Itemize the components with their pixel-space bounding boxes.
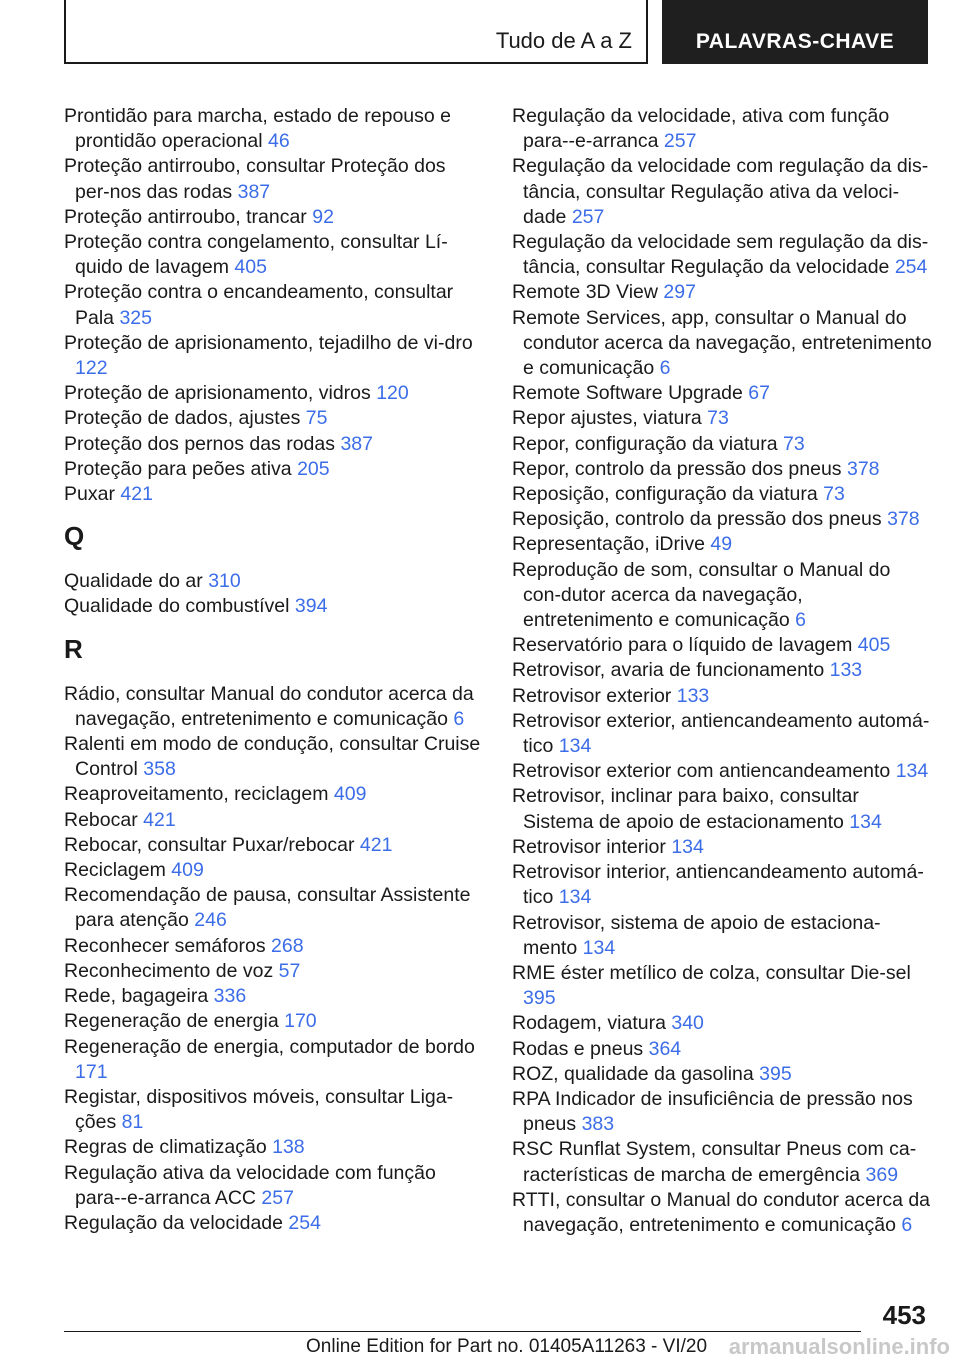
page-reference-link[interactable]: 81 (121, 1111, 144, 1134)
index-entry (512, 432, 932, 457)
index-term: Reservatório para o líquido de lavagem (512, 634, 853, 657)
index-entry (512, 457, 932, 482)
watermark: armanualsonline.info (728, 1334, 950, 1359)
index-term: RTTI, consultar o Manual do condutor acerca da navegação, entretenimento e comunicação (512, 1188, 931, 1236)
page-reference-link[interactable]: 387 (237, 180, 271, 203)
footer-divider (64, 1331, 861, 1332)
index-term: RPA Indicador de insuficiência de pressão nos pneus (512, 1087, 913, 1136)
index-term: Reaproveitamento, reciclagem (64, 783, 329, 806)
page-reference-link[interactable]: 364 (648, 1037, 682, 1060)
index-term: Proteção para peões ativa (64, 457, 292, 480)
page-reference-link[interactable]: 92 (312, 205, 334, 228)
index-entry (64, 381, 482, 406)
index-entry (64, 732, 482, 782)
index-term: Repor, controlo da pressão dos pneus (512, 457, 842, 480)
index-column-left (64, 104, 482, 1236)
index-term: Regeneração de energia, computador de bordo (64, 1035, 475, 1058)
page-reference-link[interactable]: 358 (143, 758, 176, 781)
index-term: Qualidade do combustível (64, 595, 290, 618)
index-entry (512, 633, 932, 658)
index-entry (512, 1011, 932, 1036)
index-column-right (512, 104, 932, 1238)
index-term: Retrovisor exterior com antiencandeamento (512, 760, 891, 783)
chapter-tab-label: PALAVRAS-CHAVE (695, 30, 895, 53)
page-reference-link[interactable]: 57 (278, 959, 301, 982)
index-entry (64, 682, 482, 732)
index-term: Retrovisor exterior, antiencandeamento automá-tico (512, 709, 930, 758)
index-term: Reposição, configuração da viatura (512, 483, 818, 506)
index-term: Repor, configuração da viatura (512, 432, 778, 455)
page-reference-link[interactable]: 387 (340, 432, 373, 455)
index-term: Regeneração de energia (64, 1010, 279, 1033)
page-reference-link[interactable]: 297 (663, 281, 696, 304)
page-reference-link[interactable]: 49 (710, 533, 733, 556)
page-reference-link[interactable]: 122 (75, 357, 108, 380)
index-term: Reconhecimento de voz (64, 959, 274, 982)
page-reference-link[interactable]: 254 (894, 256, 928, 279)
index-term: Rebocar (64, 808, 138, 831)
page-reference-link[interactable]: 421 (359, 833, 393, 856)
page-reference-link[interactable]: 421 (120, 483, 153, 506)
index-entry (64, 230, 482, 280)
index-term: Regulação da velocidade, ativa com função para--e-arranca (512, 105, 890, 153)
index-term: Reciclagem (64, 859, 166, 882)
index-entry (512, 482, 932, 507)
index-entry (512, 911, 932, 961)
index-term: Puxar (64, 483, 115, 506)
index-term: Rodas e pneus (512, 1037, 644, 1060)
index-entry (512, 381, 932, 406)
index-entry (64, 959, 482, 984)
index-term: Reposição, controlo da pressão dos pneus (512, 508, 882, 531)
index-entry (512, 1137, 932, 1187)
index-entry (512, 1037, 932, 1062)
index-term: Proteção de aprisionamento, vidros (64, 382, 371, 405)
index-entry (512, 104, 932, 154)
index-entry (64, 782, 482, 807)
index-entry (512, 406, 932, 431)
page-reference-link[interactable]: 134 (558, 886, 592, 909)
page-reference-link[interactable]: 257 (261, 1186, 294, 1209)
index-term: RSC Runflat System, consultar Pneus com ca-racterísticas de marcha de emergência (512, 1138, 917, 1186)
page-reference-link[interactable]: 378 (887, 508, 920, 531)
index-entry (64, 858, 482, 883)
page-reference-link[interactable]: 310 (208, 570, 241, 593)
page-reference-link[interactable]: 409 (333, 783, 367, 806)
index-term: Retrovisor exterior (512, 684, 672, 707)
entries-r-continued (512, 104, 932, 1238)
page-reference-link[interactable]: 134 (671, 835, 704, 858)
index-entry (512, 1087, 932, 1137)
page-reference-link[interactable]: 257 (663, 130, 697, 153)
page-reference-link[interactable]: 395 (523, 987, 556, 1010)
index-term: Retrovisor interior, antiencandeamento automá-tico (512, 861, 924, 909)
index-term: Representação, iDrive (512, 533, 705, 556)
index-entry (64, 808, 482, 833)
edition-note: Online Edition for Part no. 01405A11263 - VI/20 (306, 1336, 708, 1357)
index-term: Retrovisor interior (512, 835, 666, 858)
index-entry (512, 860, 932, 910)
page-reference-link[interactable]: 257 (571, 205, 605, 228)
index-term: Rodagem, viatura (512, 1012, 666, 1035)
page-reference-link[interactable]: 6 (901, 1213, 913, 1236)
page-reference-link[interactable]: 170 (284, 1010, 317, 1033)
page-reference-link[interactable]: 120 (376, 382, 409, 405)
page-reference-link[interactable]: 383 (581, 1113, 615, 1136)
index-entry (64, 1009, 482, 1034)
index-term: Regulação da velocidade com regulação da dis-tância, consultar Regulação ativa da veloci-dade (512, 155, 929, 228)
index-entry (64, 569, 482, 594)
index-term: RME éster metílico de colza, consultar Die-sel (512, 961, 911, 984)
page-reference-link[interactable]: 325 (119, 306, 152, 329)
index-term: Reconhecer semáforos (64, 934, 266, 957)
index-term: ROZ, qualidade da gasolina (512, 1062, 754, 1085)
page-reference-link[interactable]: 134 (849, 810, 882, 833)
page-reference-link[interactable]: 46 (267, 130, 290, 153)
chapter-tab (662, 0, 928, 64)
page-reference-link[interactable]: 133 (829, 659, 863, 682)
page-reference-link[interactable]: 6 (795, 609, 806, 632)
index-entry (512, 784, 932, 834)
entries-p (64, 104, 482, 507)
index-term: Ralenti em modo de condução, consultar Cruise Control (64, 733, 481, 781)
page-reference-link[interactable]: 246 (194, 909, 227, 932)
index-entry (512, 709, 932, 759)
index-term: Retrovisor, sistema de apoio de estaciona-mento (512, 911, 881, 959)
page-reference-link[interactable]: 75 (305, 407, 328, 430)
page-reference-link[interactable]: 395 (759, 1062, 792, 1085)
index-entry (512, 658, 932, 683)
page-reference-link[interactable]: 67 (748, 382, 770, 405)
index-entry (64, 833, 482, 858)
page-reference-link[interactable]: 133 (676, 684, 710, 707)
index-entry (512, 1062, 932, 1087)
letter-heading-r: R (64, 633, 83, 664)
page-reference-link[interactable]: 134 (558, 735, 592, 758)
page-reference-link[interactable]: 268 (271, 934, 304, 957)
index-entry (64, 1085, 482, 1135)
index-term: Repor ajustes, viatura (512, 407, 702, 430)
index-entry (64, 104, 482, 154)
index-entry (512, 558, 932, 634)
index-term: Proteção antirroubo, trancar (64, 205, 307, 228)
index-entry (512, 280, 932, 305)
index-term: Prontidão para marcha, estado de repouso e prontidão operacional (64, 105, 452, 153)
index-term: Registar, dispositivos móveis, consultar Liga-ções (64, 1085, 454, 1134)
index-term: Remote Software Upgrade (512, 382, 743, 405)
index-entry (64, 1211, 482, 1236)
page-reference-link[interactable]: 73 (783, 432, 805, 455)
page-number: 453 (882, 1300, 926, 1330)
page-reference-link[interactable]: 421 (143, 808, 176, 831)
index-term: Proteção antirroubo, consultar Proteção dos per-nos das rodas (64, 155, 446, 203)
index-term: Proteção de aprisionamento, tejadilho de vi-dro (64, 331, 473, 354)
page-reference-link[interactable]: 73 (707, 407, 729, 430)
index-term: Remote 3D View (512, 281, 658, 304)
page-reference-link[interactable]: 134 (582, 936, 616, 959)
index-term: Proteção dos pernos das rodas (64, 432, 336, 455)
index-term: Regulação ativa da velocidade com função para--e-arranca ACC (64, 1161, 436, 1209)
index-entry (64, 406, 482, 431)
page-reference-link[interactable]: 6 (453, 707, 465, 730)
page-reference-link[interactable]: 73 (823, 483, 845, 506)
page-reference-link[interactable]: 340 (671, 1012, 704, 1035)
page-reference-link[interactable]: 134 (895, 760, 929, 783)
index-entry (64, 883, 482, 933)
page-reference-link[interactable]: 6 (659, 357, 671, 380)
index-term: Proteção de dados, ajustes (64, 407, 301, 430)
index-entry (64, 482, 482, 507)
letter-heading-q: Q (64, 521, 85, 552)
page-reference-link[interactable]: 369 (865, 1163, 899, 1186)
index-entry (64, 594, 482, 619)
index-entry (512, 684, 932, 709)
index-entry (512, 532, 932, 557)
index-term: Regras de climatização (64, 1136, 267, 1159)
index-term: Rádio, consultar Manual do condutor acerca da navegação, entretenimento e comunicação (64, 682, 474, 730)
entries-r (64, 682, 482, 1236)
page-header (64, 0, 928, 64)
page-reference-link[interactable]: 254 (288, 1211, 321, 1234)
page-reference-link[interactable]: 394 (294, 595, 328, 618)
index-entry (64, 1161, 482, 1211)
index-entry (64, 154, 482, 204)
index-term: Rede, bagageira (64, 985, 209, 1008)
page-reference-link[interactable]: 336 (213, 985, 247, 1008)
index-term: Retrovisor, inclinar para baixo, consultar Sistema de apoio de estacionamento (512, 785, 859, 833)
index-entry (512, 759, 932, 784)
index-entry (512, 230, 932, 280)
index-entry (64, 432, 482, 457)
index-term: Regulação da velocidade sem regulação da dis-tância, consultar Regulação da velocidade (512, 231, 929, 279)
index-entry (64, 1035, 482, 1085)
index-term: Recomendação de pausa, consultar Assistente para atenção (64, 884, 471, 932)
index-entry (64, 205, 482, 230)
page-reference-link[interactable]: 405 (857, 634, 891, 657)
index-entry (64, 934, 482, 959)
index-entry (64, 280, 482, 330)
index-term: Retrovisor, avaria de funcionamento (512, 659, 825, 682)
page-reference-link[interactable]: 405 (234, 256, 267, 279)
index-term: Rebocar, consultar Puxar/rebocar (64, 833, 355, 856)
entries-q (64, 569, 482, 619)
page-reference-link[interactable]: 171 (75, 1060, 108, 1083)
index-entry (512, 154, 932, 230)
index-entry (512, 961, 932, 1011)
index-entry (512, 1188, 932, 1238)
index-entry (64, 457, 482, 482)
page-reference-link[interactable]: 378 (846, 457, 880, 480)
index-term: Remote Services, app, consultar o Manual do condutor acerca da navegação, entretenimento e comunicação (512, 306, 932, 380)
index-term: Proteção contra congelamento, consultar Lí-quido de lavagem (64, 231, 448, 279)
page-reference-link[interactable]: 409 (171, 859, 204, 882)
index-term: Proteção contra o encandeamento, consultar Pala (64, 281, 454, 329)
index-entry (512, 306, 932, 382)
page-reference-link[interactable]: 205 (297, 457, 330, 480)
index-entry (64, 331, 482, 381)
index-entry (64, 984, 482, 1009)
index-term: Reprodução de som, consultar o Manual do con-dutor acerca da navegação, entretenimento e comunicação (512, 558, 891, 632)
index-term: Qualidade do ar (64, 570, 203, 593)
section-title: Tudo de A a Z (495, 28, 632, 53)
page-reference-link[interactable]: 138 (272, 1136, 305, 1159)
index-entry (512, 835, 932, 860)
index-entry (64, 1135, 482, 1160)
header-frame (64, 0, 648, 64)
index-term: Regulação da velocidade (64, 1211, 283, 1234)
index-entry (512, 507, 932, 532)
